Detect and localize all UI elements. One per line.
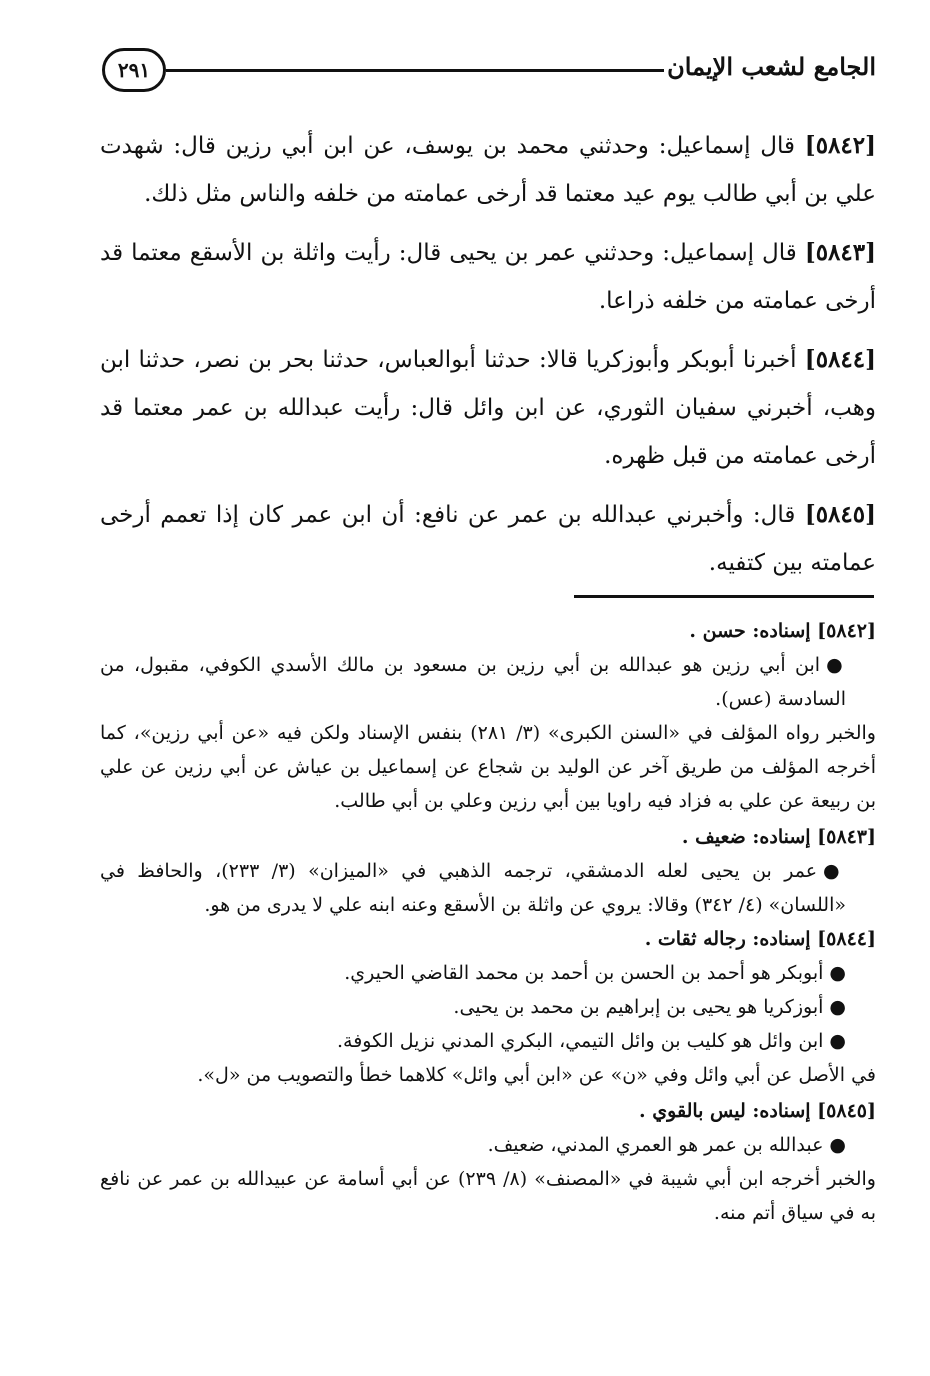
hadith-number: [٥٨٤٤] [804,346,876,373]
hadith-5843 [100,229,876,325]
bullet-icon: ● [823,860,846,882]
hadith-5842 [100,122,876,218]
footnote-heading: [٥٨٤٣] إسناده: ضعيف . [681,826,876,848]
main-text [100,122,876,598]
footnote-bullet: ●أبوبكر هو أحمد بن الحسن بن أحمد بن محمد القاضي الحيري. [344,962,846,984]
bullet-icon: ● [829,962,846,984]
hadith-text: قال إسماعيل: وحدثني محمد بن يوسف، عن ابن أبي رزين قال: شهدت علي بن أبي طالب يوم عيد معتما قد أرخى عمامته من خلفه والناس مثل ذلك. [100,133,876,207]
hadith-5844 [100,336,876,480]
footnote-bullet: ●عبدالله بن عمر هو العمري المدني، ضعيف. [487,1134,846,1156]
footnote-bullet: ●ابن أبي رزين هو عبدالله بن أبي رزين بن مسعود بن مالك الأسدي الكوفي، مقبول، من السادسة (عس). [100,654,846,710]
footnote-paragraph: والخبر رواه المؤلف في «السنن الكبرى» (٣/ ٢٨١) بنفس الإسناد ولكن فيه «عن أبي رزين»، كما أخرجه المؤلف من طريق آخر عن الوليد بن شجاع عن إسماعيل بن عياش عن أبي رزين عن علي بن ربيعة عن علي به فزاد فيه راويا بين أبي رزين وعلي بن أبي طالب. [100,722,876,812]
hadith-5845 [100,491,876,587]
hadith-text: قال إسماعيل: وحدثني عمر بن يحيى قال: رأيت واثلة بن الأسقع معتما قد أرخى عمامته من خلفه ذراعا. [100,240,876,314]
footnote-bullet: ●أبوزكريا هو يحيى بن إبراهيم بن محمد بن يحيى. [453,996,846,1018]
page-number: ٢٩١ [102,48,166,92]
hadith-number: [٥٨٤٣] [804,239,877,266]
hadith-number: [٥٨٤٥] [804,501,877,528]
footnote-heading: [٥٨٤٤] إسناده: رجاله ثقات . [644,928,876,950]
hadith-text: قال: وأخبرني عبدالله بن عمر عن نافع: أن ابن عمر كان إذا تعمم أرخى عمامته بين كتفيه. [100,502,876,576]
hadith-number: [٥٨٤٢] [804,132,876,159]
hadith-text: أخبرنا أبوبكر وأبوزكريا قالا: حدثنا أبوالعباس، حدثنا بحر بن نصر، حدثنا ابن وهب، أخبرني سفيان الثوري، عن ابن وائل قال: رأيت عبدالله بن عمر معتما قد أرخى عمامته من قبل ظهره. [100,347,876,469]
footnotes [100,614,876,1232]
header-rule [166,69,664,72]
footnote-heading: [٥٨٤٢] إسناده: حسن . [689,620,876,642]
footnote-paragraph: في الأصل عن أبي وائل وفي «ن» عن «ابن أبي وائل» كلاهما خطأ والتصويب من «ل». [197,1064,876,1086]
footnote-heading: [٥٨٤٥] إسناده: ليس بالقوي . [639,1100,876,1122]
bullet-icon: ● [829,1134,846,1156]
footnote-paragraph: والخبر أخرجه ابن أبي شيبة في «المصنف» (٨/ ٢٣٩) عن أبي أسامة عن عبيدالله بن عمر عن نافع به في سياق أتم منه. [100,1168,876,1224]
bullet-icon: ● [829,1030,846,1052]
bullet-icon: ● [829,996,846,1018]
footnote-bullet: ●ابن وائل هو كليب بن وائل التيمي، البكري المدني نزيل الكوفة. [336,1030,846,1052]
running-title: الجامع لشعب الإيمان [667,52,876,81]
bullet-icon: ● [826,654,846,676]
page-header [100,46,876,98]
footnote-bullet: ●عمر بن يحيى لعله الدمشقي، ترجمه الذهبي في «الميزان» (٣/ ٢٣٣)، والحافظ في «اللسان» (٤/ ٣٤٢) وقالا: يروي عن واثلة بن الأسقع وعنه ابنه علي لا يدرى من هو. [100,860,846,916]
footnote-divider [574,595,874,598]
